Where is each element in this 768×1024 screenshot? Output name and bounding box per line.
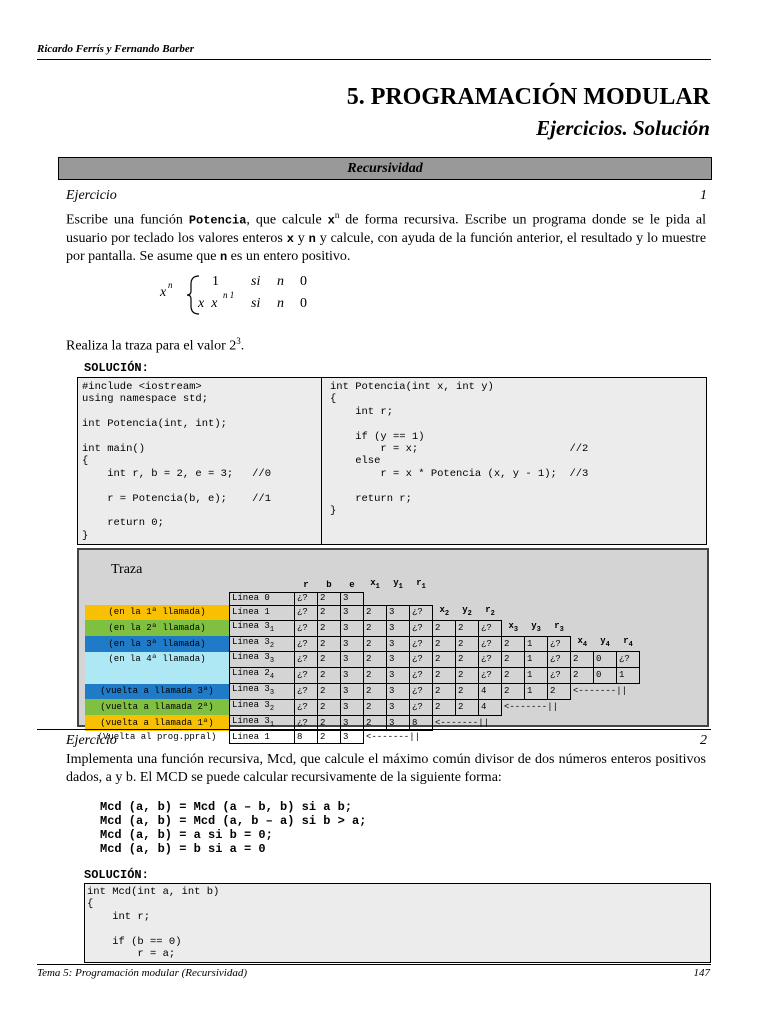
footer-text: Tema 5: Programación modular (Recursividad): [37, 967, 247, 979]
traza-cell: 3: [387, 715, 410, 731]
traza-row-label: (vuelta a llamada 2ª): [85, 699, 230, 715]
traza-cell: 2: [318, 699, 341, 715]
traza-cell: 2: [364, 699, 387, 715]
traza-cell: 3: [387, 620, 410, 636]
traza-empty: [571, 699, 594, 715]
traza-header: $x_4$: [577, 636, 588, 650]
traza-cell: 2: [456, 684, 479, 700]
traza-cell: 2: [364, 620, 387, 636]
traza-linea: Línea $2_4$: [230, 668, 295, 684]
traza-empty: [617, 620, 640, 636]
exercise-number: 2: [700, 733, 707, 748]
traza-spacer: [548, 578, 571, 593]
traza-empty: [594, 620, 617, 636]
traza-cell: ¿?: [410, 699, 433, 715]
traza-empty: [502, 593, 525, 605]
traza-row: [85, 684, 640, 700]
code-mcd: int Mcd(int a, int b) { int r; if (b == 0) r = a;: [87, 886, 220, 961]
traza-empty: [617, 605, 640, 620]
traza-cell: 2: [502, 684, 525, 700]
traza-cell: ¿?: [295, 684, 318, 700]
exercise-label: Ejercicio: [66, 188, 117, 203]
traza-empty: [525, 605, 548, 620]
code-main: #include <iostream> using namespace std; int Potencia(int, int); int main() { int r, b = 2, e = 3; //0 r = Potencia(b, e); //1 return 0; }: [82, 381, 272, 542]
traza-row: [85, 636, 640, 652]
traza-cell: 2: [433, 699, 456, 715]
traza-empty: [525, 593, 548, 605]
traza-spacer: [230, 578, 295, 593]
traza-header: $y_2$: [462, 605, 472, 618]
traza-cell: 0: [594, 668, 617, 684]
traza-cell: 0: [594, 652, 617, 668]
traza-cell: 3: [387, 684, 410, 700]
traza-row-label: (en la 3ª llamada): [85, 636, 230, 652]
traza-instruction: Realiza la traza para el valor $2^3$.: [66, 336, 245, 354]
exercise-number: 1: [700, 188, 707, 203]
section-bar: Recursividad: [58, 157, 712, 180]
traza-cell: 3: [341, 731, 364, 743]
traza-spacer: [571, 578, 594, 593]
traza-linea: Línea $3_3$: [230, 684, 295, 700]
traza-cell: ¿?: [410, 605, 433, 620]
traza-linea: Línea $3_2$: [230, 699, 295, 715]
code-box-1: [77, 377, 707, 545]
traza-row: [85, 652, 640, 668]
traza-cell: 3: [387, 605, 410, 620]
traza-cell: 2: [433, 620, 456, 636]
traza-cell: 1: [525, 636, 548, 652]
code-divider: [321, 378, 322, 544]
solution-label: SOLUCIÓN:: [84, 361, 149, 375]
traza-empty: [502, 605, 525, 620]
traza-cell: 2: [433, 636, 456, 652]
traza-row: [85, 668, 640, 684]
traza-cell: ¿?: [295, 605, 318, 620]
traza-empty: [410, 593, 433, 605]
traza-row-label: (en la 4ª llamada): [85, 652, 230, 668]
traza-cell: 2: [364, 636, 387, 652]
traza-cell: ¿?: [548, 636, 571, 652]
traza-linea: Línea $3_1$: [230, 715, 295, 731]
traza-header: $x_2$: [439, 605, 450, 618]
traza-spacer: [456, 578, 479, 593]
traza-empty: [617, 699, 640, 715]
traza-header: $r_3$: [554, 620, 564, 634]
traza-cell: ¿?: [479, 668, 502, 684]
traza-header: $r_4$: [623, 636, 633, 650]
traza-row-label: [85, 668, 230, 684]
traza-header: e: [349, 579, 355, 590]
traza-row-label: (en la 1ª llamada): [85, 605, 230, 620]
traza-empty: [364, 593, 387, 605]
traza-return-arrow: <-------||: [435, 717, 490, 728]
traza-cell: ¿?: [295, 636, 318, 652]
traza-linea: Línea 1: [230, 731, 295, 743]
traza-cell: 8: [295, 731, 318, 743]
traza-cell: ¿?: [617, 652, 640, 668]
traza-empty: [456, 593, 479, 605]
traza-cell: 2: [456, 620, 479, 636]
traza-cell: 3: [387, 636, 410, 652]
traza-cell: 2: [318, 636, 341, 652]
traza-cell: 2: [364, 684, 387, 700]
traza-spacer: [85, 578, 230, 593]
traza-cell: 2: [318, 593, 341, 605]
traza-spacer: [433, 578, 456, 593]
exercise-label: Ejercicio: [66, 733, 117, 748]
traza-header: $y_4$: [600, 636, 610, 650]
traza-header-row: [85, 578, 640, 593]
traza-cell: 2: [502, 652, 525, 668]
traza-spacer: [594, 578, 617, 593]
traza-linea: Línea 0: [230, 593, 295, 605]
traza-cell: ¿?: [295, 715, 318, 731]
traza-cell: 2: [318, 684, 341, 700]
traza-cell: 2: [318, 652, 341, 668]
traza-cell: 2: [318, 668, 341, 684]
traza-cell: 3: [341, 668, 364, 684]
traza-cell: 3: [387, 652, 410, 668]
traza-cell: 3: [341, 652, 364, 668]
traza-spacer: [617, 578, 640, 593]
traza-cell: ¿?: [479, 636, 502, 652]
traza-spacer: [479, 578, 502, 593]
code-potencia: int Potencia(int x, int y) { int r; if (y == 1) r = x; //2 else r = x * Potencia (x, y - 1); //3 return r; }: [330, 381, 589, 518]
traza-cell: 2: [502, 668, 525, 684]
traza-row-label: (en la 2ª llamada): [85, 620, 230, 636]
traza-cell: ¿?: [410, 668, 433, 684]
traza-cell: 2: [548, 684, 571, 700]
traza-cell: 2: [364, 605, 387, 620]
traza-header: $x_3$: [508, 620, 519, 634]
traza-cell: 1: [525, 652, 548, 668]
traza-cell: 2: [364, 652, 387, 668]
traza-linea: Línea 1: [230, 605, 295, 620]
page-number: 147: [693, 967, 710, 979]
traza-cell: 2: [364, 668, 387, 684]
code-box-2: [84, 883, 711, 963]
exercise-2-text: Implementa una función recursiva, Mcd, que calcule el máximo común divisor de dos números enteros positivos dados, a y b. El MCD se puede calcular recursivamente de la siguiente forma:: [66, 752, 706, 785]
traza-row: [85, 593, 640, 605]
traza-return-arrow: <-------||: [573, 686, 628, 697]
traza-cell: 2: [433, 684, 456, 700]
traza-cell: 2: [456, 652, 479, 668]
traza-cell: 2: [433, 652, 456, 668]
traza-cell: ¿?: [295, 593, 318, 605]
traza-return-arrow: <-------||: [504, 702, 559, 713]
traza-title: Traza: [111, 562, 143, 577]
traza-cell: 3: [387, 699, 410, 715]
traza-empty: [594, 593, 617, 605]
exercise-1-heading: [66, 188, 707, 204]
traza-row-label: [85, 593, 230, 605]
traza-cell: ¿?: [548, 668, 571, 684]
traza-linea: Línea $3_3$: [230, 652, 295, 668]
footer-rule: [37, 964, 711, 965]
traza-cell: 2: [502, 636, 525, 652]
traza-cell: 1: [617, 668, 640, 684]
traza-cell: 4: [479, 684, 502, 700]
chapter-subtitle: Ejercicios. Solución: [536, 116, 710, 140]
traza-cell: 1: [525, 668, 548, 684]
traza-empty: [571, 593, 594, 605]
traza-cell: 4: [479, 699, 502, 715]
traza-linea: Línea $3_1$: [230, 620, 295, 636]
traza-empty: [571, 620, 594, 636]
header-authors: Ricardo Ferrís y Fernando Barber: [37, 43, 195, 55]
traza-cell: 2: [318, 731, 341, 743]
divider-rule: [37, 729, 711, 730]
traza-cell: 2: [571, 652, 594, 668]
traza-cell: ¿?: [410, 636, 433, 652]
traza-empty: [387, 593, 410, 605]
traza-cell: ¿?: [295, 668, 318, 684]
traza-cell: 2: [456, 699, 479, 715]
traza-cell: 2: [456, 668, 479, 684]
traza-empty: [594, 699, 617, 715]
traza-box: [77, 548, 709, 742]
traza-cell: 3: [341, 715, 364, 731]
traza-return-arrow: <-------||: [366, 731, 421, 742]
traza-empty: [548, 593, 571, 605]
traza-cell: 2: [433, 668, 456, 684]
traza-row-label: (Vuelta al prog.ppral): [97, 731, 217, 742]
solution-label: SOLUCIÓN:: [84, 868, 149, 882]
traza-header: $y_3$: [531, 620, 541, 634]
traza-row-label: (vuelta a llamada 3ª): [85, 684, 230, 700]
traza-cell: 2: [571, 668, 594, 684]
traza-empty: [571, 605, 594, 620]
traza-header: $y_1$: [393, 578, 403, 591]
traza-spacer: [502, 578, 525, 593]
traza-cell: 8: [410, 715, 433, 731]
exercise-1-text: Escribe una función Potencia, que calcule $x^n$ de forma recursiva. Escribe un programa donde se le pida al usuario por teclado los valores enteros x y n y calcule, con ayuda de la función anterior, el resultado y lo muestre por pantalla. Se asume que n es un entero positivo.: [66, 210, 707, 264]
traza-spacer: [525, 578, 548, 593]
traza-cell: ¿?: [410, 652, 433, 668]
traza-table: [85, 578, 640, 744]
traza-row: [85, 620, 640, 636]
traza-cell: ¿?: [295, 699, 318, 715]
traza-cell: 2: [318, 605, 341, 620]
traza-cell: ¿?: [410, 620, 433, 636]
traza-cell: 3: [387, 668, 410, 684]
chapter-title: 5. PROGRAMACIÓN MODULAR: [346, 84, 710, 110]
traza-header: $r_2$: [485, 605, 495, 618]
traza-cell: 2: [364, 715, 387, 731]
traza-empty: [479, 593, 502, 605]
traza-header: $x_1$: [370, 578, 380, 591]
header-rule: [37, 59, 711, 60]
traza-cell: ¿?: [295, 620, 318, 636]
traza-empty: [433, 593, 456, 605]
traza-cell: 3: [341, 605, 364, 620]
exercise-2-heading: [66, 733, 707, 749]
traza-cell: 3: [341, 699, 364, 715]
traza-header: $r_1$: [416, 578, 426, 591]
traza-cell: ¿?: [479, 620, 502, 636]
traza-cell: 2: [456, 636, 479, 652]
traza-cell: 3: [341, 636, 364, 652]
traza-cell: 2: [318, 715, 341, 731]
traza-cell: 3: [341, 593, 364, 605]
traza-cell: ¿?: [479, 652, 502, 668]
traza-linea: Línea $3_2$: [230, 636, 295, 652]
traza-row-label: (vuelta a llamada 1ª): [85, 715, 230, 731]
traza-empty: [617, 593, 640, 605]
traza-empty: [548, 605, 571, 620]
traza-cell: ¿?: [295, 652, 318, 668]
traza-header: r: [303, 579, 309, 590]
traza-cell: 3: [341, 620, 364, 636]
traza-cell: 2: [318, 620, 341, 636]
traza-header: b: [326, 579, 332, 590]
traza-row: [85, 605, 640, 620]
traza-empty: [594, 605, 617, 620]
traza-row: [85, 699, 640, 715]
traza-cell: 3: [341, 684, 364, 700]
traza-cell: 1: [525, 684, 548, 700]
traza-cell: ¿?: [410, 684, 433, 700]
traza-cell: ¿?: [548, 652, 571, 668]
